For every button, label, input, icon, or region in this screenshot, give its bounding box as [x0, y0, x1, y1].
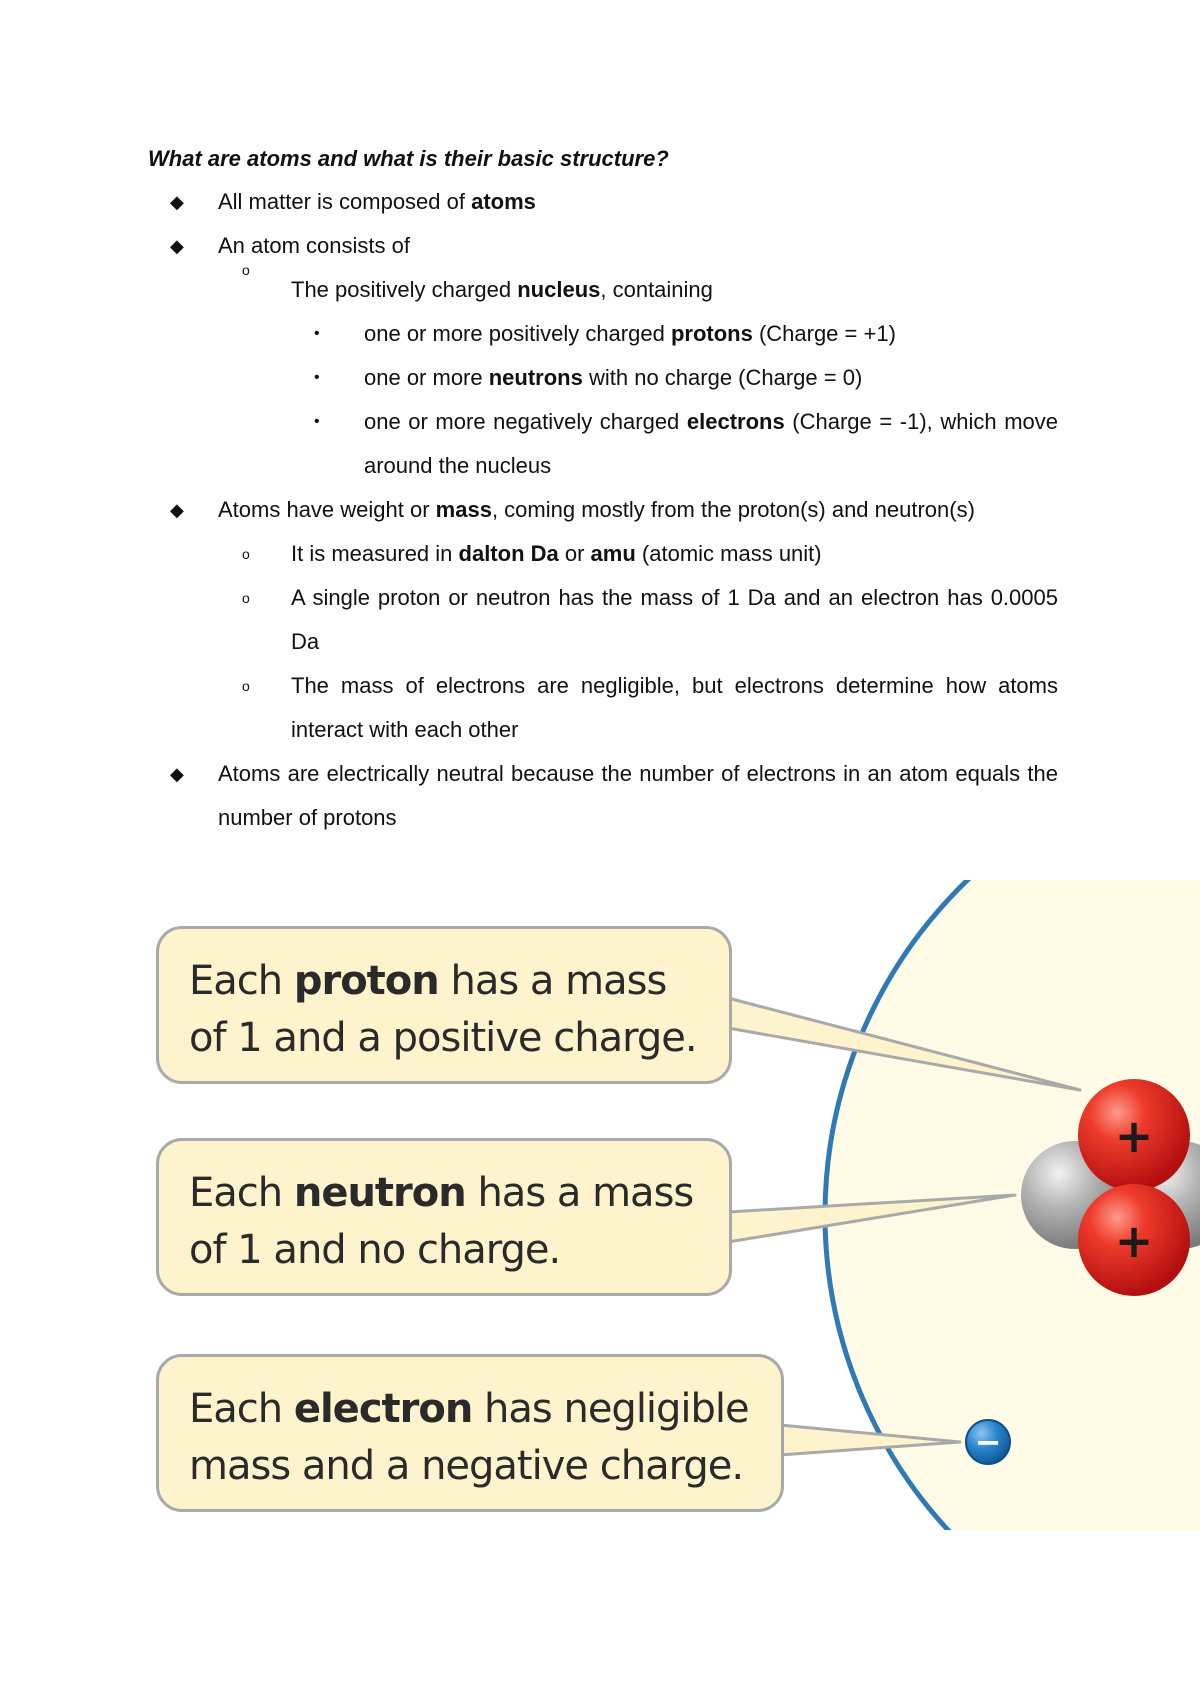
list-item-dalton: It is measured in dalton Da or amu (atomic mass unit): [291, 541, 822, 566]
list-item-electron-mass: The mass of electrons are negligible, but electrons determine how atoms interact with each other: [291, 673, 1058, 742]
circle-bullet-icon: o: [242, 262, 250, 278]
list-item-nucleus: The positively charged nucleus, containing: [291, 277, 713, 302]
circle-bullet-icon: o: [242, 678, 250, 694]
section-heading: What are atoms and what is their basic structure?: [148, 146, 669, 171]
list-item-single-proton: A single proton or neutron has the mass of 1 Da and an electron has 0.0005 Da: [291, 585, 1058, 654]
list-item-atoms: All matter is composed of atoms: [218, 189, 536, 214]
proton-plus-symbol: +: [1114, 1214, 1154, 1268]
list-item-neutrons: one or more neutrons with no charge (Charge = 0): [364, 365, 863, 390]
diamond-bullet-icon: ◆: [170, 192, 184, 212]
callout-electron: Each electron has negligible mass and a negative charge.: [156, 1354, 784, 1512]
list-item-electrons: one or more negatively charged electrons (Charge = -1), which move around the nucleus: [364, 409, 1058, 478]
circle-bullet-icon: o: [242, 590, 250, 606]
diamond-bullet-icon: ◆: [170, 764, 184, 784]
atom-structure-figure: [0, 880, 1200, 1530]
dot-bullet-icon: •: [314, 413, 320, 430]
dot-bullet-icon: •: [314, 325, 320, 342]
list-item-protons: one or more positively charged protons (Charge = +1): [364, 321, 896, 346]
dot-bullet-icon: •: [314, 369, 320, 386]
electron-minus-symbol: −: [974, 1423, 1002, 1461]
list-item-mass: Atoms have weight or mass, coming mostly from the proton(s) and neutron(s): [218, 497, 975, 522]
callout-neutron: Each neutron has a mass of 1 and no charge.: [156, 1138, 732, 1296]
diamond-bullet-icon: ◆: [170, 236, 184, 256]
proton-plus-symbol: +: [1114, 1109, 1154, 1163]
callout-proton: Each proton has a mass of 1 and a positive charge.: [156, 926, 732, 1084]
diamond-bullet-icon: ◆: [170, 500, 184, 520]
circle-bullet-icon: o: [242, 546, 250, 562]
list-item-neutral: Atoms are electrically neutral because the number of electrons in an atom equals the number of protons: [218, 761, 1058, 830]
list-item-atom-consists: An atom consists of: [218, 233, 410, 258]
